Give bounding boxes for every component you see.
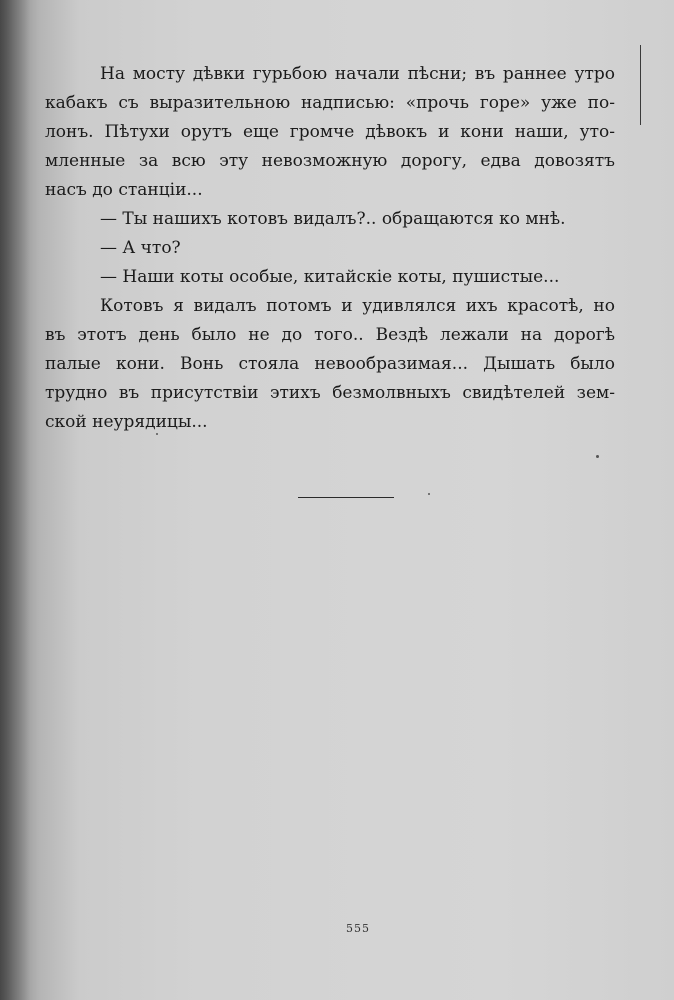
margin-pencil-mark: [640, 45, 641, 125]
page-binding-shadow: [0, 0, 30, 1000]
text-line: трудно въ присутствіи этихъ безмолвныхъ свидѣтелей зем-: [45, 383, 615, 403]
text-line: въ этотъ день было не до того.. Вездѣ лежали на дорогѣ: [45, 325, 615, 345]
dialogue-line: — Ты нашихъ котовъ видалъ?.. обращаются ко мнѣ.: [100, 209, 566, 229]
paper-speck: [596, 455, 599, 458]
dialogue-line: — А что?: [100, 238, 181, 258]
text-line: Котовъ я видалъ потомъ и удивлялся ихъ красотѣ, но: [100, 296, 615, 316]
text-line: ской неурядицы...: [45, 412, 208, 432]
text-line: лонъ. Пѣтухи орутъ еще громче дѣвокъ и кони наши, уто-: [45, 122, 615, 142]
text-line: мленные за всю эту невозможную дорогу, едва довозятъ: [45, 151, 615, 171]
paper-speck: [428, 493, 430, 495]
page-number: 555: [346, 922, 370, 935]
text-line: кабакъ съ выразительною надписью: «прочь горе» уже по-: [45, 93, 615, 113]
paper-speck: [156, 433, 158, 435]
text-line: насъ до станціи...: [45, 180, 203, 200]
section-divider: [298, 497, 394, 498]
body-text: [45, 60, 615, 437]
text-line: палые кони. Вонь стояла невообразимая... Дышать было: [45, 354, 615, 374]
dialogue-line: — Наши коты особые, китайскіе коты, пушистые...: [100, 267, 560, 287]
text-line: На мосту дѣвки гурьбою начали пѣсни; въ раннее утро: [100, 64, 615, 84]
